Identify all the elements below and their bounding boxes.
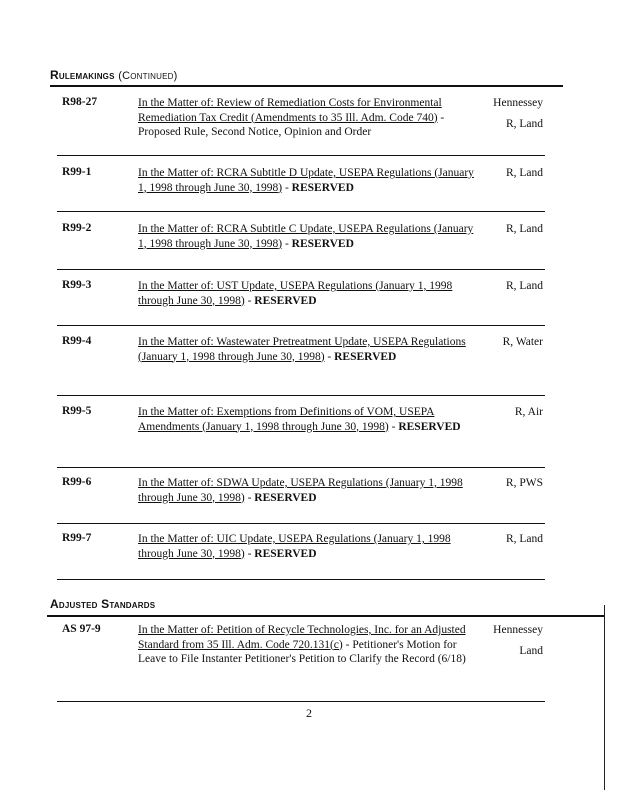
docket-link[interactable]: In the Matter of: RCRA Subtitle D Update, USEPA Regulations (January 1, 1998 through June 30, 1998): [138, 167, 474, 194]
docket-link[interactable]: In the Matter of: Petition of Recycle Technologies, Inc. for an Adjusted Standard from 35 Ill. Adm. Code 720.131(c): [138, 624, 466, 651]
docket-link[interactable]: In the Matter of: UIC Update, USEPA Regulations (January 1, 1998 through June 30, 1998): [138, 533, 451, 560]
docket-suffix: - Proposed Rule, Second Notice, Opinion and Order: [138, 111, 445, 138]
docket-number: R99-6: [62, 476, 92, 488]
docket-suffix: -: [282, 181, 292, 194]
section-title-suffix: (Continued): [118, 70, 178, 82]
section-title: Rulemakings: [50, 68, 115, 82]
rulemakings-heading: [50, 68, 177, 82]
docket-description: [138, 166, 483, 195]
board-member: Hennessey: [493, 624, 543, 636]
docket-number: R98-27: [62, 96, 98, 108]
docket-description: [138, 405, 483, 434]
docket-number: R99-1: [62, 166, 92, 178]
docket-link[interactable]: In the Matter of: UST Update, USEPA Regulations (January 1, 1998 through June 30, 1998): [138, 280, 453, 307]
docket-suffix: - Petitioner's Motion for Leave to File Instanter Petitioner's Petition to Clarify the Record (6/18): [138, 638, 466, 665]
docket-suffix: -: [324, 350, 335, 363]
divider: [50, 85, 563, 87]
divider: [57, 155, 545, 156]
reserved-label: RESERVED: [398, 420, 461, 433]
docket-category: R, Land: [505, 117, 543, 130]
docket-number: R99-5: [62, 405, 92, 417]
docket-category: R, Land: [505, 167, 543, 179]
reserved-label: RESERVED: [291, 237, 354, 250]
docket-assignment: [515, 405, 543, 420]
docket-assignment: [506, 476, 543, 491]
docket-number: R99-2: [62, 222, 92, 234]
board-member: Hennessey: [493, 97, 543, 109]
reserved-label: RESERVED: [291, 181, 354, 194]
reserved-label: RESERVED: [254, 547, 317, 560]
docket-description: [138, 335, 483, 364]
divider: [57, 579, 545, 580]
docket-assignment: [506, 279, 543, 294]
scan-margin-mark: [604, 605, 605, 790]
docket-assignment: [506, 222, 543, 237]
docket-category: R, Water: [502, 336, 543, 348]
docket-description: [138, 96, 483, 140]
docket-suffix: -: [244, 491, 255, 504]
docket-assignment: [493, 623, 543, 658]
docket-suffix: -: [244, 294, 255, 307]
docket-description: [138, 279, 483, 308]
docket-category: R, Land: [505, 280, 543, 292]
docket-assignment: [503, 335, 543, 350]
docket-link[interactable]: In the Matter of: Review of Remediation Costs for Environmental Remediation Tax Credit (Amendments to 35 Ill. Adm. Code 740): [138, 97, 442, 124]
docket-description: [138, 532, 483, 561]
docket-description: [138, 476, 483, 505]
section-title: Adjusted Standards: [50, 597, 156, 611]
docket-number: R99-3: [62, 279, 92, 291]
reserved-label: RESERVED: [254, 491, 317, 504]
docket-assignment: [493, 96, 543, 131]
docket-description: [138, 222, 483, 251]
docket-suffix: -: [244, 547, 255, 560]
docket-assignment: [506, 166, 543, 181]
docket-suffix: -: [282, 237, 292, 250]
docket-suffix: -: [388, 420, 399, 433]
docket-description: [138, 623, 483, 667]
docket-category: R, Land: [505, 223, 543, 235]
docket-number: R99-4: [62, 335, 92, 347]
docket-category: R, Air: [514, 406, 543, 418]
divider: [47, 615, 604, 617]
docket-link[interactable]: In the Matter of: RCRA Subtitle C Update, USEPA Regulations (January 1, 1998 through June 30, 1998): [138, 223, 474, 250]
divider: [57, 269, 545, 270]
divider: [57, 395, 545, 396]
page-number: 2: [306, 706, 312, 720]
docket-link[interactable]: In the Matter of: Wastewater Pretreatment Update, USEPA Regulations (January 1, 1998 through June 30, 1998): [138, 336, 466, 363]
docket-assignment: [506, 532, 543, 547]
docket-number: R99-7: [62, 532, 92, 544]
docket-category: Land: [519, 644, 543, 657]
adjusted-standards-heading: [50, 597, 155, 611]
docket-link[interactable]: In the Matter of: SDWA Update, USEPA Regulations (January 1, 1998 through June 30, 1998): [138, 477, 463, 504]
docket-category: R, Land: [505, 533, 543, 545]
divider: [57, 325, 545, 326]
docket-link[interactable]: In the Matter of: Exemptions from Definitions of VOM, USEPA Amendments (January 1, 1998 through June 30, 1998): [138, 406, 435, 433]
divider: [57, 701, 545, 702]
reserved-label: RESERVED: [254, 294, 317, 307]
docket-category: R, PWS: [505, 477, 543, 489]
divider: [57, 211, 545, 212]
docket-number: AS 97-9: [62, 623, 101, 635]
divider: [57, 467, 545, 468]
divider: [57, 523, 545, 524]
reserved-label: RESERVED: [334, 350, 397, 363]
